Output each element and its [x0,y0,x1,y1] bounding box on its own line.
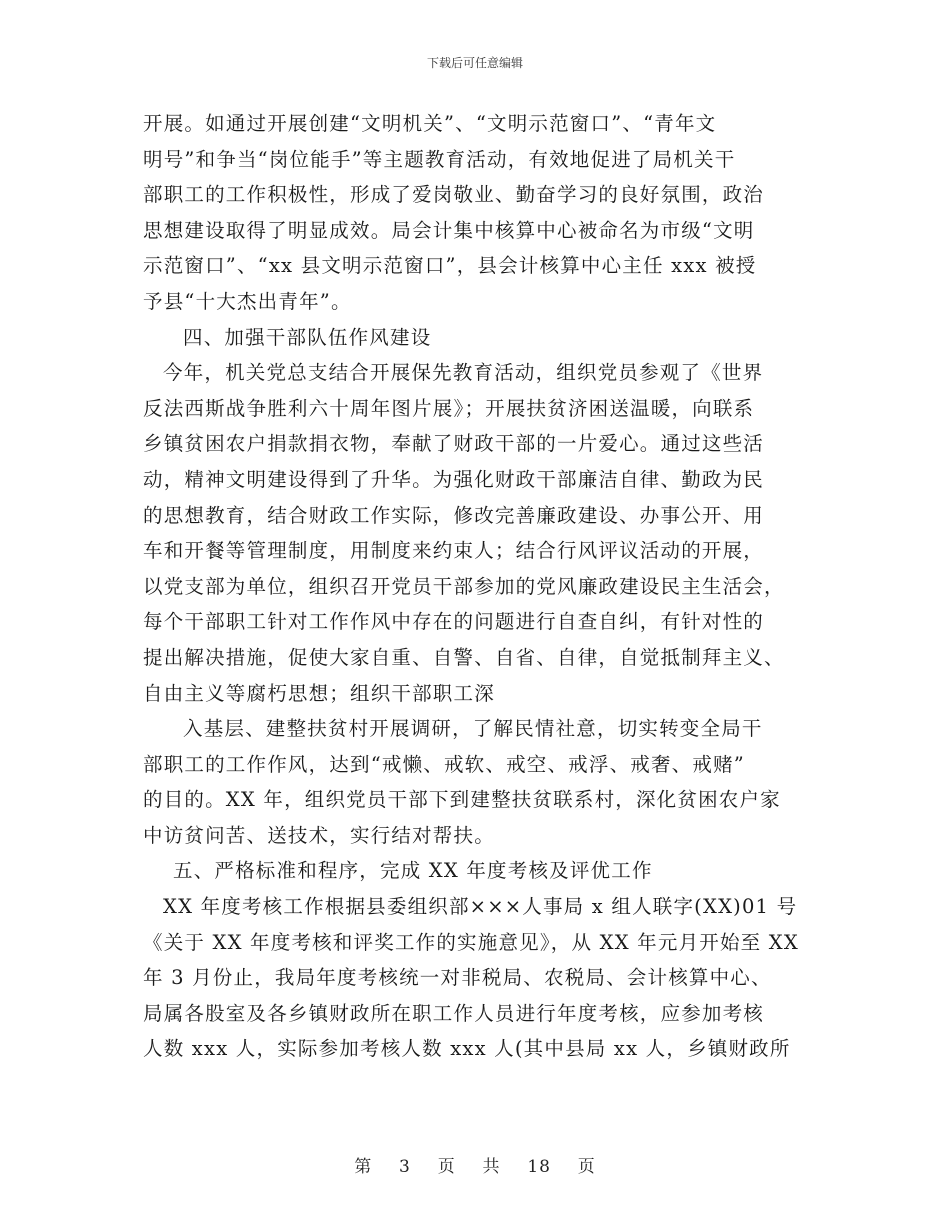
body-line: 局属各股室及各乡镇财政所在职工作人员进行年度考核，应参加考核 [143,1001,765,1025]
body-line: 五、严格标准和程序，完成 XX 年度考核及评优工作 [173,859,653,883]
document-body [143,106,808,1067]
body-line: 部职工的工作作风，达到“戒懒、戒软、戒空、戒浮、戒奢、戒赌” [143,752,745,776]
body-line: 明号”和争当“岗位能手”等主题教育活动，有效地促进了局机关干 [143,147,736,171]
page-header: 下载后可任意编辑 [426,56,523,70]
body-line: 的思想教育，结合财政工作实际，修改完善廉政建设、办事公开、用 [143,503,765,527]
page-total: 18 [527,1157,551,1177]
body-line: 部职工的工作积极性，形成了爱岗敬业、勤奋学习的良好氛围，政治 [143,183,765,207]
body-line: 中访贫问苦、送技术，实行结对帮扶。 [143,823,495,847]
body-line: 《关于 XX 年度考核和评奖工作的实施意见》，从 XX 年元月开始至 XX [143,930,799,954]
body-line: 每个干部职工针对工作作风中存在的问题进行自查自纠，有针对性的 [143,610,765,634]
body-line: 反法西斯战争胜利六十周年图片展》；开展扶贫济困送温暖，向联系 [143,396,755,420]
body-line: 自由主义等腐朽思想；组织干部职工深 [143,681,495,705]
body-line: 动，精神文明建设得到了升华。为强化财政干部廉洁自律、勤政为民 [143,467,765,491]
body-line: 的目的。XX 年，组织党员干部下到建整扶贫联系村，深化贫困农户家 [143,788,781,812]
footer-word: 页 [577,1157,596,1177]
body-line: 乡镇贫困农户捐款捐衣物，奉献了财政干部的一片爱心。通过这些活 [143,432,765,456]
footer-word: 共 [482,1157,501,1177]
body-line: 示范窗口”、“xx 县文明示范窗口”，县会计核算中心主任 xxx 被授 [143,254,757,278]
body-line: 思想建设取得了明显成效。局会计集中核算中心被命名为市级“文明 [143,218,755,242]
page-footer [0,1152,950,1177]
body-line: 四、加强干部队伍作风建设 [183,325,432,349]
body-line: 予县“十大杰出青年”。 [143,289,352,313]
body-line: XX 年度考核工作根据县委组织部×××人事局 x 组人联字(XX)01 号 [163,895,798,919]
body-line: 年 3 月份止，我局年度考核统一对非税局、农税局、会计核算中心、 [143,966,772,990]
page-number: 3 [399,1157,411,1177]
body-line: 车和开餐等管理制度，用制度来约束人；结合行风评议活动的开展， [143,539,765,563]
footer-word: 第 [354,1157,373,1177]
body-line: 人数 xxx 人，实际参加考核人数 xxx 人(其中县局 xx 人，乡镇财政所 [143,1037,791,1061]
body-line: 提出解决措施，促使大家自重、自警、自省、自律，自觉抵制拜主义、 [143,645,785,669]
body-line: 以党支部为单位，组织召开党员干部参加的党风廉政建设民主生活会， [143,574,785,598]
body-line: 开展。如通过开展创建“文明机关”、“文明示范窗口”、“青年文 [143,112,717,135]
body-line: 今年，机关党总支结合开展保先教育活动，组织党员参观了《世界 [163,361,764,385]
footer-word: 页 [437,1157,456,1177]
body-line: 入基层、建整扶贫村开展调研，了解民情社意，切实转变全局干 [183,717,763,741]
